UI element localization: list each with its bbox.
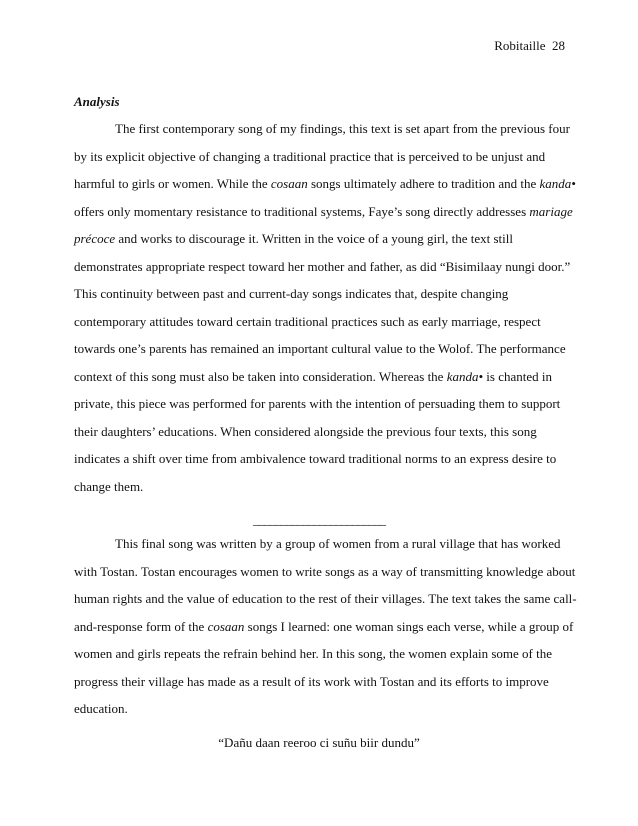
text-line xyxy=(74,280,566,308)
text-segment: progress their village has made as a result of its work with Tostan and its efforts to improve xyxy=(74,673,549,689)
italic-term: mariage xyxy=(529,203,573,219)
text-line xyxy=(74,390,566,418)
text-segment: context of this song must also be taken into consideration. Whereas the xyxy=(74,368,447,384)
section-separator: ________________________ xyxy=(253,512,385,527)
text-segment: education. xyxy=(74,701,128,716)
text-line xyxy=(74,335,566,363)
text-segment: songs I learned: one woman sings each verse, while a group of xyxy=(244,618,574,634)
text-line xyxy=(74,558,576,586)
text-line xyxy=(74,613,574,641)
text-line xyxy=(74,170,576,198)
text-segment: change them. xyxy=(74,478,144,494)
italic-term: cosaan xyxy=(207,618,245,634)
text-line xyxy=(74,445,566,473)
text-segment: harmful to girls or women. While the xyxy=(74,176,271,191)
italic-term: précoce xyxy=(74,231,116,246)
text-segment: demonstrates appropriate respect toward her mother and father, as did “Bisimilaay nungi door.” xyxy=(74,258,571,274)
italic-term: cosaan xyxy=(270,176,308,191)
text-line xyxy=(74,585,577,613)
running-header: Robitaille 28 xyxy=(494,38,565,53)
text-segment: with Tostan. Tostan encourages women to write songs as a way of transmitting knowledge about xyxy=(74,563,576,579)
text-segment: human rights and the value of education to the rest of their villages. The text takes the same call- xyxy=(74,591,577,606)
text-line xyxy=(74,198,573,226)
paragraph-analysis xyxy=(74,115,576,500)
italic-term: kanda• xyxy=(539,176,576,191)
text-segment: indicates a shift over time from ambivalence toward traditional norms to an express desire to xyxy=(74,451,557,466)
text-segment: by its explicit objective of changing a traditional practice that is perceived to be unjust and xyxy=(74,148,546,164)
text-line xyxy=(74,308,566,336)
text-line xyxy=(74,668,566,696)
text-segment: contemporary attitudes toward certain traditional practices such as early marriage, respect xyxy=(74,313,541,329)
paragraph-final-song xyxy=(74,530,577,723)
text-line xyxy=(74,473,566,501)
text-segment: women and girls repeats the refrain behind her. In this song, the women explain some of the xyxy=(74,646,552,661)
text-segment: is chanted in xyxy=(483,368,552,384)
text-line xyxy=(74,695,566,723)
text-line xyxy=(74,418,566,446)
text-segment: and-response form of the xyxy=(74,618,208,634)
text-line xyxy=(74,115,570,143)
text-line xyxy=(74,363,566,391)
section-heading: Analysis xyxy=(74,94,120,109)
text-segment: songs ultimately adhere to tradition and the xyxy=(307,176,540,191)
italic-term: kanda• xyxy=(446,368,484,384)
text-line xyxy=(74,143,566,171)
text-segment: offers only momentary resistance to traditional systems, Faye’s song directly addresses xyxy=(74,203,530,219)
text-segment: their daughters’ educations. When considered alongside the previous four texts, this song xyxy=(74,423,537,439)
text-line xyxy=(74,225,566,253)
text-line xyxy=(74,640,566,668)
text-segment: towards one’s parents has remained an important cultural value to the Wolof. The performance xyxy=(74,341,566,356)
song-title: “Dañu daan reeroo ci suñu biir dundu” xyxy=(218,735,420,750)
text-line xyxy=(74,530,566,558)
text-segment: and works to discourage it. Written in the voice of a young girl, the text still xyxy=(115,231,513,246)
text-segment: The first contemporary song of my findings, this text is set apart from the previous four xyxy=(115,121,570,136)
text-line xyxy=(74,253,571,281)
text-segment: This final song was written by a group of women from a rural village that has worked xyxy=(115,536,561,551)
text-segment: This continuity between past and current-day songs indicates that, despite changing xyxy=(74,286,509,301)
text-segment: private, this piece was performed for parents with the intention of persuading them to support xyxy=(74,396,561,411)
